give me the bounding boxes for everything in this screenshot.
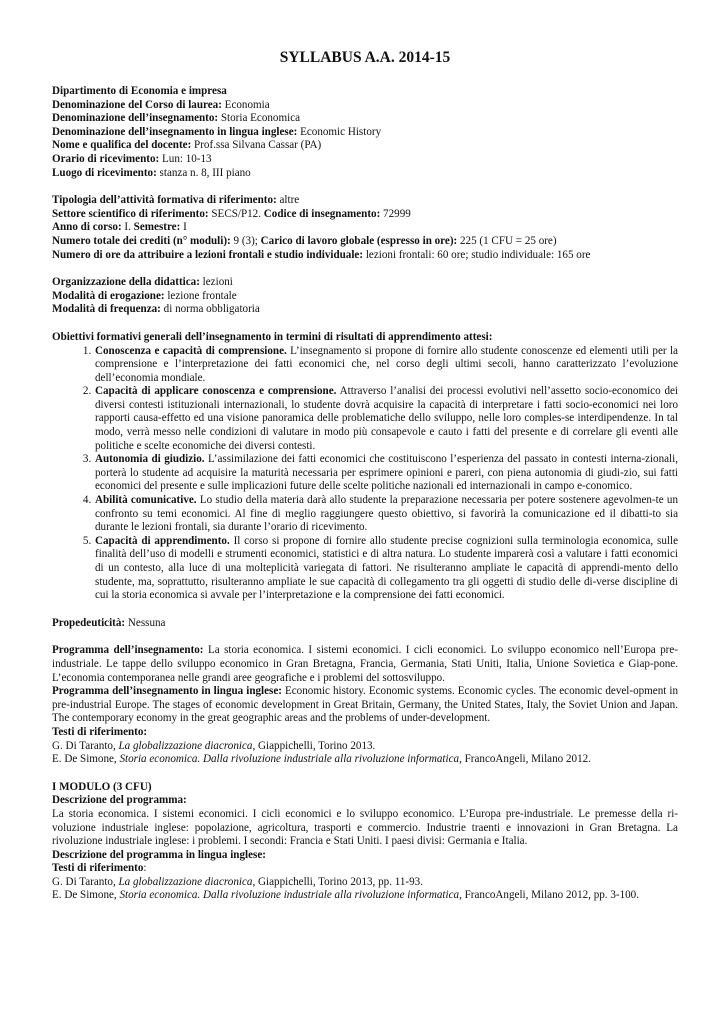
organization-attendance [52, 303, 678, 317]
objective-text: Attraverso l’analisi dei processi evolutivi nell’assetto socio-economico dei diversi contesti istituzionali internazionali, lo studente dovrà acquisire la capacità di interpretare i fatti socio-economici nei loro rapporti causa-effetto ed una visione panoramica delle problematiche dello sviluppo, nelle loro comples-se interdipendenze. In tal modo, verrà messo nelle condizioni di valutare in modo più consapevole e cauto i fatti del presente e di correlare gli eventi alle politiche e scelte economiche dei diversi contesti. [95, 385, 678, 452]
program-it-value: La storia economica. I sistemi economici. I cicli economici. Lo sviluppo economico nell’Europa pre-industriale. Le tappe dello sviluppo economico in Gran Bretagna, Francia, Germania, Stati Uniti, Italia, Unione Sovietica e Giap-pone. L’economia contemporanea nelle grandi aree geografiche e i problemi del sottosviluppo. [52, 644, 678, 684]
info-label: Denominazione dell’insegnamento in lingua inglese: [52, 125, 298, 138]
organization-label: Organizzazione della didattica: [52, 276, 200, 289]
semester-value: I [180, 221, 187, 234]
workload-value: 225 (1 CFU = 25 ore) [457, 234, 557, 247]
module-desc-en-label: Descrizione del programma in lingua inglese: [52, 848, 266, 861]
objective-text: L’assimilazione dei fatti economici che costituiscono l’esperienza del passato in contesti interna-zionali, porterà lo studente ad acquisire la maturità necessaria per esprimere opinioni e pareri, con piena autonomia di giudi-zio, sui fatti economici del presente e sulle implicazioni future delle scelte politiche nazionali ed internazionali in campo e-conomico. [95, 453, 678, 493]
code-value: 72999 [380, 207, 411, 220]
list-item [94, 453, 678, 494]
info-course-name-en [52, 126, 678, 140]
prerequisites-line [52, 617, 678, 631]
objective-title: Conoscenza e capacità di comprensione. [95, 344, 287, 357]
reference-author: E. De Simone, [52, 753, 120, 766]
course-info [52, 85, 678, 180]
organization-teaching [52, 276, 678, 290]
activity-type [52, 194, 678, 208]
organization-value: lezioni [199, 276, 233, 289]
info-value: Economia [221, 98, 270, 111]
info-course-name [52, 112, 678, 126]
organization-delivery [52, 290, 678, 304]
activity-credits [52, 235, 678, 249]
info-label: Orario di ricevimento: [52, 152, 160, 165]
prerequisites-label: Propedeuticità: [52, 616, 126, 629]
module-section [52, 781, 678, 903]
program-it-label: Programma dell’insegnamento: [52, 644, 204, 657]
prerequisites [52, 617, 678, 631]
reference-title: La globalizzazione diacronica [118, 875, 253, 888]
objective-title: Autonomia di giudizio. [95, 453, 205, 466]
objective-title: Capacità di applicare conoscenza e comprensione. [95, 385, 337, 398]
workload-label: Carico di lavoro globale (espresso in ore): [257, 234, 458, 247]
module-desc-heading [52, 794, 678, 808]
info-office-hours [52, 153, 678, 167]
module-references-heading [52, 862, 678, 876]
organization-label: Modalità di frequenza: [52, 303, 161, 316]
reference-item [52, 753, 678, 767]
reference-item [52, 740, 678, 754]
objective-text: L’insegnamento si propone di fornire allo studente conoscenze ed elementi utili per la comprensione e l’interpretazione dei fatti economici che, nel corso degli ultimi secoli, hanno caratterizzato l’evoluzione dell’economia mondiale. [95, 344, 678, 384]
objectives-heading-text: Obiettivi formativi generali dell’insegnamento in termini di risultati di apprendimento attesi: [52, 330, 493, 343]
info-value: Prof.ssa Silvana Cassar (PA) [191, 139, 322, 152]
activity-sector [52, 208, 678, 222]
hours-label: Numero di ore da attribuire a lezioni frontali e studio individuale: [52, 248, 364, 261]
module-desc: La storia economica. I sistemi economici. I cicli economici e lo sviluppo economico. L’Europa pre-industriale. Le premesse della ri-voluzione industriale inglese: popolazione, agricoltura, trasporti e commercio. Industrie traenti e innovazioni in Gran Bretagna. La rivoluzione industriale inglese: i problemi. I secondi: Francia e Stati Uniti. I paesi divisi: Germania e Italia. [52, 807, 678, 848]
prerequisites-value: Nessuna [125, 616, 166, 629]
sector-label: Settore scientifico di riferimento: [52, 207, 209, 220]
module-heading [52, 781, 678, 795]
module-desc-label: Descrizione del programma: [52, 794, 187, 807]
references-heading [52, 726, 678, 740]
credits-label: Numero totale dei crediti (n° moduli): [52, 234, 231, 247]
organization-value: lezione frontale [164, 289, 237, 302]
code-label: Codice di insegnamento: [261, 207, 381, 220]
list-item [94, 535, 678, 603]
activity-year [52, 221, 678, 235]
info-department [52, 85, 678, 99]
objectives-list [52, 345, 678, 603]
activity-type-value: altre [276, 194, 300, 207]
module-desc-en-heading [52, 849, 678, 863]
info-value: Lun: 10-13 [159, 152, 212, 165]
year-value: I. [121, 221, 131, 234]
module-references-label: Testi di riferimento [52, 862, 144, 875]
info-office-location [52, 167, 678, 181]
objective-text: Lo studio della materia darà allo studente la preparazione necessaria per potere sostenere agevolmen-te un confronto su temi economici. Al fine di meglio raggiungere questo obiettivo, si favorirà la comunicazione ed il dibatti-to sia durante le lezioni frontali, sia durante l’orario di ricevimento. [95, 494, 678, 534]
credits-value: 9 (3); [230, 234, 258, 247]
program-en [52, 685, 678, 726]
reference-publisher: , Giappichelli, Torino 2013. [252, 739, 376, 752]
program-section [52, 644, 678, 766]
year-label: Anno di corso: [52, 221, 122, 234]
hours-value: lezioni frontali: 60 ore; studio individuale: 165 ore [363, 248, 591, 261]
info-label: Luogo di ricevimento: [52, 166, 157, 179]
reference-item [52, 889, 678, 903]
reference-author: G. Di Taranto, [52, 875, 119, 888]
reference-publisher: , FrancoAngeli, Milano 2012. [459, 753, 591, 766]
info-teacher [52, 139, 678, 153]
reference-title: Storia economica. Dalla rivoluzione industriale alla rivoluzione informatica [119, 753, 460, 766]
reference-item [52, 876, 678, 890]
module-references-colon: : [143, 862, 147, 875]
info-value: Economic History [297, 125, 382, 138]
activity-type-label: Tipologia dell’attività formativa di riferimento: [52, 194, 277, 207]
references-label: Testi di riferimento: [52, 725, 148, 738]
organization-info [52, 276, 678, 317]
sector-value: SECS/P12. [208, 207, 262, 220]
list-item [94, 345, 678, 386]
program-en-label: Programma dell’insegnamento in lingua inglese: [52, 685, 282, 698]
reference-author: E. De Simone, [52, 889, 120, 902]
info-value: stanza n. 8, III piano [156, 166, 251, 179]
activity-info [52, 194, 678, 262]
program-it [52, 644, 678, 685]
objective-title: Abilità comunicative. [95, 494, 197, 507]
page-title: SYLLABUS A.A. 2014-15 [279, 49, 451, 66]
module-heading-text: I MODULO (3 CFU) [52, 780, 152, 793]
reference-title: Storia economica. Dalla rivoluzione industriale alla rivoluzione informatica [119, 889, 460, 902]
objective-text: Il corso si propone di fornire allo studente precise cognizioni sulla terminologia economica, sulle finalità dell’uso di modelli e strumenti economici, statistici e di altra natura. Lo studente imparerà così a valutare i fatti economici di un contesto, alla luce di una molteplicità variegata di fattori. Ne risulteranno ampliate le capacità di apprendi-mento dello studente, ma, soprattutto, risulteranno ampliate le sue capacità di collegamento tra gli oggetti di studio delle di-verse discipline di cui la storia economica si avvale per l’interpretazione e la comprensione dei fatti economici. [95, 534, 678, 602]
info-label: Nome e qualifica del docente: [52, 139, 192, 152]
list-item [94, 494, 678, 535]
semester-label: Semestre: [130, 221, 181, 234]
activity-hours [52, 249, 678, 263]
info-label: Denominazione del Corso di laurea: [52, 98, 222, 111]
reference-title: La globalizzazione diacronica [118, 739, 253, 752]
reference-author: G. Di Taranto, [52, 739, 119, 752]
info-value: Storia Economica [218, 112, 301, 125]
organization-value: di norma obbligatoria [160, 303, 260, 316]
objectives-section [52, 331, 678, 603]
document-page [52, 48, 678, 917]
reference-publisher: , FrancoAngeli, Milano 2012, pp. 3-100. [459, 889, 640, 902]
objective-title: Capacità di apprendimento. [95, 534, 230, 547]
organization-label: Modalità di erogazione: [52, 289, 165, 302]
info-label: Denominazione dell’insegnamento: [52, 112, 219, 125]
info-degree [52, 99, 678, 113]
objectives-heading [52, 331, 678, 345]
program-en-value: Economic history. Economic systems. Economic cycles. The economic devel-opment in pre-industrial Europe. The stages of economic development in Great Britain, Germany, the United States, Italy, the Soviet Union and Japan. The contemporary economy in the great geographic areas and the problems of under-development. [52, 685, 678, 725]
reference-publisher: , Giappichelli, Torino 2013, pp. 11-93. [252, 875, 423, 888]
info-label: Dipartimento di Economia e impresa [52, 85, 227, 97]
list-item [94, 385, 678, 453]
